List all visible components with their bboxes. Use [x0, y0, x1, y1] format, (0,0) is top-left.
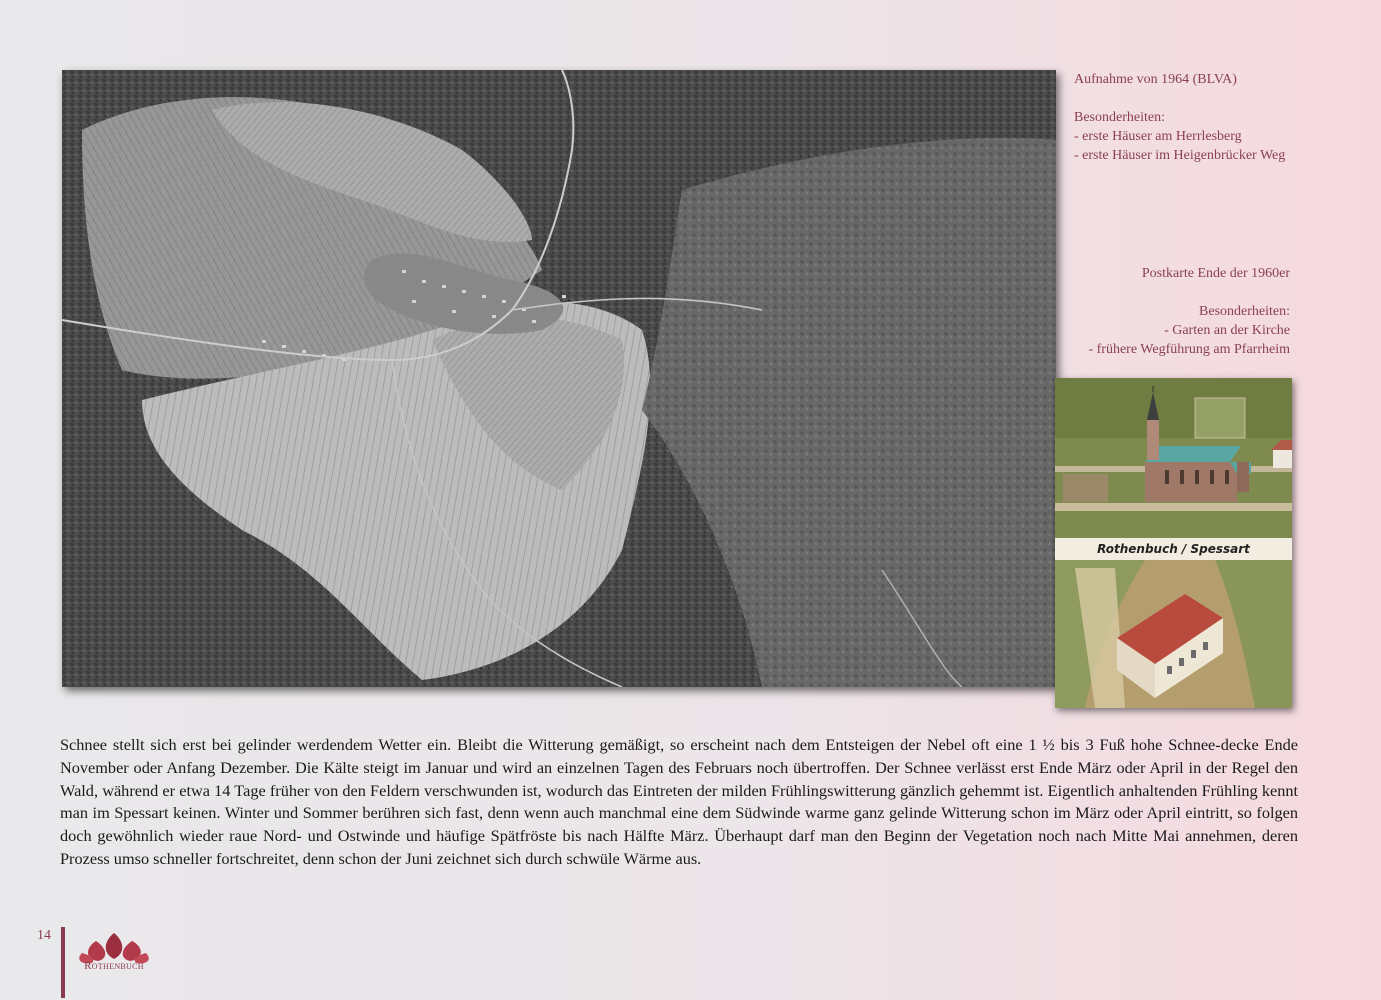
postcard-caption-title: Postkarte Ende der 1960er [1141, 266, 1290, 281]
postcard-caption-heading: Besonderheiten: [1199, 304, 1290, 319]
page-divider-bar [61, 927, 65, 998]
aerial-photo-1964 [62, 70, 1056, 687]
postcard-label-banner [1055, 538, 1292, 560]
logo-text: Rothenbuch [84, 960, 144, 972]
page-number: 14 [37, 928, 51, 943]
aerial-caption-item: - erste Häuser im Heigenbrücker Weg [1074, 148, 1286, 163]
postcard-image [1055, 378, 1292, 708]
aerial-caption [1074, 70, 1285, 165]
postcard-caption [1088, 264, 1290, 359]
aerial-caption-title: Aufnahme von 1964 (BLVA) [1074, 72, 1237, 87]
body-paragraph: Schnee stellt sich erst bei gelinder werdendem Wetter ein. Bleibt die Witterung gemäßigt, so erscheint nach dem Entsteigen der Nebel oft eine 1 ½ bis 3 Fuß hohe Schnee-decke Ende November oder Anfang Dezember. Die Kälte steigt im Januar und wird an einzelnen Tagen des Februars noch übertroffen. Der Schnee verlässt erst Ende März oder April in der Regel den Wald, während er etwa 14 Tage früher von den Feldern verschwunden ist, wodurch das Eintreten der milden Frühlingswitterung gänzlich gehemmt ist. Eigentlich anhaltenden Frühling kennt man im Spessart keinen. Winter und Sommer berühren sich fast, denn wenn auch manchmal eine dem Südwinde warme ganz gelinde Witterung schon im März oder April eintritt, so folgen doch gewöhnlich wieder raue Nord- und Ostwinde und häufige Spätfröste bis nach Hälfte März. Überhaupt darf man den Beginn der Vegetation noch nach Mitte Mai annehmen, deren Prozess umso schneller fortschreitet, denn schon der Juni zeichnet sich durch schwüle Wärme aus. [60, 735, 1298, 868]
postcard-label: Rothenbuch / Spessart [1097, 542, 1250, 556]
postcard-caption-item: - Garten an der Kirche [1164, 323, 1290, 338]
aerial-caption-item: - erste Häuser am Herrlesberg [1074, 129, 1242, 144]
aerial-caption-heading: Besonderheiten: [1074, 110, 1165, 125]
postcard-caption-item: - frühere Wegführung am Pfarrheim [1088, 342, 1290, 357]
